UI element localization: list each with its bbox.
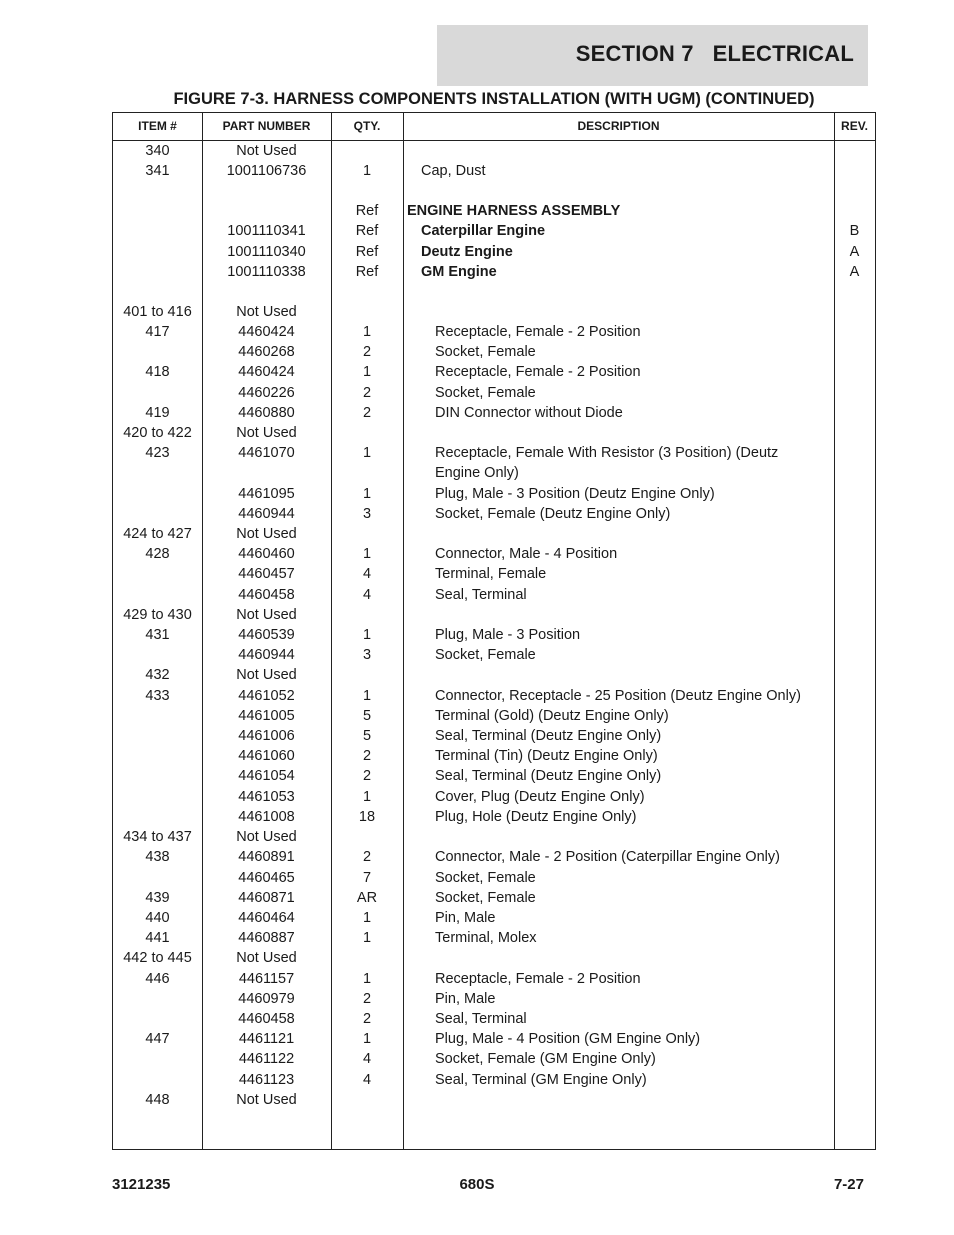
description [403,605,834,625]
col-header-item: ITEM # [138,119,177,133]
part-number: 4460457 [238,566,295,583]
quantity: Ref [355,203,379,220]
quantity: 1 [362,163,372,180]
description: Seal, Terminal [435,586,527,603]
quantity: 5 [362,728,372,745]
table-row [113,524,875,544]
col-header-description: DESCRIPTION [577,119,660,133]
quantity: 1 [362,687,372,704]
table-row [113,989,875,1009]
quantity: 2 [362,768,372,785]
revision [834,423,875,443]
description: Cover, Plug (Deutz Engine Only) [435,788,645,805]
revision [834,868,875,888]
part-number: 4461052 [238,687,295,704]
parts-table [112,112,876,1150]
table-row [113,443,875,483]
item-number: 341 [145,163,170,180]
item-number [113,1049,202,1069]
part-number: 4460880 [238,404,295,421]
part-number: 4460979 [238,990,295,1007]
item-number: 441 [145,930,170,947]
part-number: 4461008 [238,808,295,825]
table-row [113,564,875,584]
table-row [113,322,875,342]
revision [834,706,875,726]
part-number: 4460268 [238,344,295,361]
table-row [113,969,875,989]
quantity [331,141,403,161]
table-row [113,746,875,766]
part-number: 4461122 [238,1051,295,1068]
item-number: 419 [145,404,170,421]
quantity: 1 [362,970,372,987]
description: Seal, Terminal (Deutz Engine Only) [435,768,662,785]
revision [834,362,875,382]
quantity: 5 [362,707,372,724]
part-number: 4461123 [238,1071,295,1088]
part-number: 4460458 [238,586,295,603]
item-number [113,1009,202,1029]
item-number: 448 [145,1091,170,1108]
item-number [113,504,202,524]
quantity [331,605,403,625]
quantity: 4 [362,586,372,603]
quantity: 1 [362,546,372,563]
item-number [113,585,202,605]
revision [834,969,875,989]
part-number: 1001110340 [227,243,306,260]
part-number: 4460458 [238,1010,295,1027]
revision [834,383,875,403]
table-row [113,847,875,867]
quantity: 2 [362,990,372,1007]
part-number: 4461095 [238,485,295,502]
description: Plug, Male - 4 Position (GM Engine Only) [435,1031,701,1048]
table-row [113,928,875,948]
quantity: 3 [362,505,372,522]
item-number [113,807,202,827]
revision: A [849,243,860,260]
item-number: 440 [145,909,170,926]
model-name: 680S [459,1176,495,1193]
table-row [113,383,875,403]
quantity [331,423,403,443]
quantity: 2 [362,748,372,765]
quantity: 1 [362,1031,372,1048]
item-number [113,221,202,241]
part-number: 4460464 [238,909,295,926]
quantity: 2 [362,344,372,361]
part-number: 4460226 [238,384,295,401]
revision [834,625,875,645]
description: Receptacle, Female - 2 Position [435,970,641,987]
revision [834,1029,875,1049]
description: Terminal, Female [435,566,547,583]
table-row [113,242,875,262]
quantity [331,948,403,968]
description: Receptacle, Female - 2 Position [435,364,641,381]
part-number: Not Used [236,303,297,320]
table-row [113,221,875,241]
item-number: 428 [145,546,170,563]
description: Cap, Dust [421,163,486,180]
part-number: 4461054 [238,768,295,785]
revision [834,665,875,685]
revision [834,726,875,746]
description: Seal, Terminal (GM Engine Only) [435,1071,647,1088]
item-number [113,242,202,262]
item-number: 433 [145,687,170,704]
item-number: 446 [145,970,170,987]
revision [834,403,875,423]
section-title: SECTION 7 ELECTRICAL [575,41,854,66]
part-number: Not Used [236,829,297,846]
part-number: 1001106736 [226,163,307,180]
item-number: 442 to 445 [123,950,192,967]
table-body [113,141,875,1110]
table-row [113,1029,875,1049]
quantity: 2 [362,404,372,421]
quantity: 18 [358,808,376,825]
item-number [113,645,202,665]
table-row [113,342,875,362]
description: Pin, Male [435,990,496,1007]
table-row [113,645,875,665]
item-number: 340 [145,143,170,159]
part-number: 4461005 [238,707,295,724]
item-number: 438 [145,849,170,866]
item-number: 439 [145,889,170,906]
revision: A [849,263,860,280]
revision [834,504,875,524]
quantity: 2 [362,384,372,401]
table-row [113,726,875,746]
revision [834,807,875,827]
revision [834,827,875,847]
quantity [331,827,403,847]
quantity: Ref [355,243,379,260]
quantity [331,302,403,322]
quantity: 2 [362,849,372,866]
item-number: 417 [145,324,170,341]
revision [834,342,875,362]
description: Pin, Male [435,909,496,926]
table-row [113,807,875,827]
revision [834,1049,875,1069]
table-row [113,766,875,786]
item-number: 431 [145,627,170,644]
table-row [113,585,875,605]
part-number: 4460424 [238,364,295,381]
part-number: 4460944 [238,647,295,664]
quantity: Ref [355,223,379,240]
table-row [113,625,875,645]
table-row [113,787,875,807]
table-row [113,1009,875,1029]
col-header-qty: QTY. [353,119,381,133]
revision [834,484,875,504]
description: Socket, Female (GM Engine Only) [435,1051,656,1068]
revision [834,766,875,786]
table-row [113,484,875,504]
table-row [113,403,875,423]
item-number [113,766,202,786]
revision [834,1070,875,1090]
table-row [113,827,875,847]
quantity: 4 [362,566,372,583]
item-number [113,726,202,746]
description: Plug, Male - 3 Position (Deutz Engine Only) [435,485,715,502]
part-number: Not Used [236,526,297,543]
description: Connector, Male - 4 Position [435,546,618,563]
table-row [113,605,875,625]
item-number [113,201,202,221]
quantity [331,524,403,544]
item-number [113,746,202,766]
description: Socket, Female [435,889,536,906]
item-number: 429 to 430 [123,606,192,623]
part-number: 4461157 [238,970,295,987]
revision: B [849,223,860,240]
col-header-part-number: PART NUMBER [222,119,311,133]
item-number [113,868,202,888]
table-row [113,686,875,706]
quantity: 1 [362,445,372,462]
part-number: 4460460 [238,546,295,563]
description: Terminal (Gold) (Deutz Engine Only) [435,707,669,724]
item-number: 432 [145,667,170,684]
revision [834,787,875,807]
table-row [113,948,875,968]
description: Receptacle, Female With Resistor (3 Position) (Deutz Engine Only) [435,445,779,482]
item-number [113,564,202,584]
description: Terminal, Molex [435,930,537,947]
revision [834,686,875,706]
description [403,423,834,443]
part-number: 4460424 [238,324,295,341]
description [403,827,834,847]
table-row [113,544,875,564]
quantity: Ref [355,263,379,280]
table-row [113,1049,875,1069]
table-row [113,868,875,888]
description [403,1090,834,1110]
description: DIN Connector without Diode [435,404,623,421]
part-number: Not Used [236,425,297,442]
description [403,302,834,322]
part-number: 4460944 [238,505,295,522]
table-row [113,201,875,221]
part-number: Not Used [236,143,297,159]
quantity: 7 [362,869,372,886]
table-row [113,1070,875,1090]
description: Socket, Female [435,344,536,361]
quantity: 1 [362,485,372,502]
revision [834,605,875,625]
part-number: 4461006 [238,728,295,745]
item-number: 401 to 416 [123,303,192,320]
revision [834,322,875,342]
part-number: 4461121 [238,1031,295,1048]
page-number: 7-27 [833,1176,864,1193]
quantity: 1 [362,930,372,947]
description: Receptacle, Female - 2 Position [435,324,641,341]
part-number: 1001110341 [227,223,306,240]
description: Connector, Receptacle - 25 Position (Deutz Engine Only) [435,687,801,704]
revision [834,302,875,322]
description [403,141,834,161]
item-number [113,383,202,403]
table-row [113,423,875,443]
quantity: 3 [362,647,372,664]
table-row [113,888,875,908]
table-row [113,908,875,928]
part-number: Not Used [236,1091,297,1108]
row-spacer [113,282,875,302]
description: Plug, Male - 3 Position [435,627,581,644]
description [403,948,834,968]
description: Socket, Female [435,384,536,401]
quantity [331,1090,403,1110]
description [403,524,834,544]
part-number: 4460891 [238,849,295,866]
revision [834,1009,875,1029]
part-number: 4461060 [238,748,295,765]
quantity [331,665,403,685]
description [403,665,834,685]
quantity: 1 [362,627,372,644]
item-number: 434 to 437 [123,829,192,846]
description: Connector, Male - 2 Position (Caterpillar Engine Only) [435,849,780,866]
description: Plug, Hole (Deutz Engine Only) [435,808,637,825]
quantity: 1 [362,909,372,926]
revision [834,201,875,221]
revision [834,908,875,928]
table-row [113,665,875,685]
table-row [113,706,875,726]
table-row [113,262,875,282]
row-spacer [113,181,875,201]
document-number: 3121235 [112,1176,171,1193]
description: Terminal (Tin) (Deutz Engine Only) [435,748,658,765]
quantity: 2 [362,1010,372,1027]
item-number [113,1070,202,1090]
part-number: Not Used [236,667,297,684]
revision [834,544,875,564]
revision [834,645,875,665]
revision [834,564,875,584]
revision [834,443,875,483]
table-row [113,504,875,524]
figure-title: FIGURE 7-3. HARNESS COMPONENTS INSTALLATION (WITH UGM) (CONTINUED) [173,90,815,108]
item-number: 418 [145,364,170,381]
description: Socket, Female [435,647,536,664]
part-number: 4460887 [238,930,295,947]
part-number: 4460465 [238,869,295,886]
item-number [113,342,202,362]
table-row [113,161,875,181]
item-number: 424 to 427 [123,526,192,543]
revision [834,141,875,161]
description: Socket, Female [435,869,536,886]
part-number: 4461070 [238,445,295,462]
revision [834,948,875,968]
table-row [113,302,875,322]
revision [834,989,875,1009]
description: ENGINE HARNESS ASSEMBLY [407,203,621,220]
description: Deutz Engine [421,243,513,260]
item-number [113,989,202,1009]
table-row [113,1090,875,1110]
revision [834,847,875,867]
part-number: Not Used [236,606,297,623]
revision [834,585,875,605]
quantity: 1 [362,324,372,341]
revision [834,928,875,948]
section-header [437,25,868,86]
item-number [113,484,202,504]
revision [834,746,875,766]
item-number: 420 to 422 [123,425,192,442]
part-number [202,201,331,221]
quantity: 1 [362,788,372,805]
quantity: 4 [362,1051,372,1068]
revision [834,161,875,181]
description: Socket, Female (Deutz Engine Only) [435,505,671,522]
table-row [113,141,875,161]
revision [834,1090,875,1110]
description: Seal, Terminal (Deutz Engine Only) [435,728,662,745]
table-row [113,362,875,382]
item-number [113,262,202,282]
description: GM Engine [421,263,497,280]
part-number: 4460871 [238,889,295,906]
quantity: AR [356,889,378,906]
part-number: 4460539 [238,627,295,644]
description: Seal, Terminal [435,1010,527,1027]
description: Caterpillar Engine [421,223,546,240]
item-number [113,787,202,807]
item-number: 447 [145,1031,170,1048]
revision [834,524,875,544]
revision [834,888,875,908]
col-header-rev: REV. [841,119,868,133]
part-number: 1001110338 [227,263,306,280]
item-number [113,706,202,726]
quantity: 1 [362,364,372,381]
item-number: 423 [145,445,170,462]
part-number: Not Used [236,950,297,967]
quantity: 4 [362,1071,372,1088]
part-number: 4461053 [238,788,295,805]
